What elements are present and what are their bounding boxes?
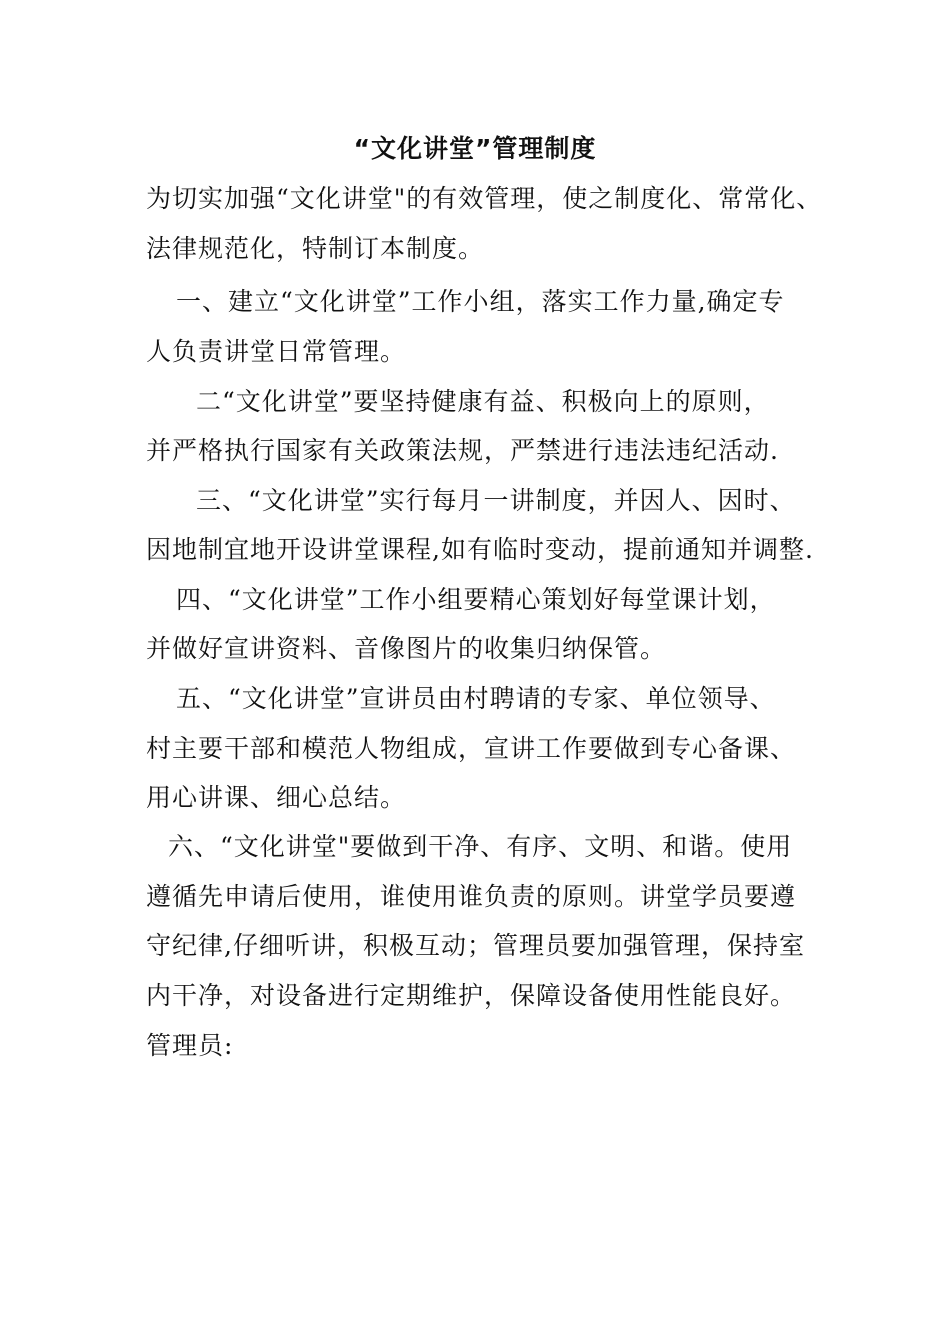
clause-6-line-1: 六、“文化讲堂"要做到干净、有序、文明、和谐。使用 <box>168 832 793 861</box>
intro-line-2: 法律规范化，特制订本制度。 <box>146 234 485 263</box>
clause-4-line-2: 并做好宣讲资料、音像图片的收集归纳保管。 <box>146 634 667 663</box>
clause-6-line-4: 内干净，对设备进行定期维护，保障设备使用性能良好。 <box>146 981 797 1010</box>
clause-5-line-1: 五、“文化讲堂”宣讲员由村聘请的专家、单位领导、 <box>176 684 776 713</box>
clause-6-line-2: 遵循先申请后使用，谁使用谁负责的原则。讲堂学员要遵 <box>146 882 797 911</box>
clause-6-line-3: 守纪律,仔细听讲，积极互动；管理员要加强管理，保持室 <box>146 931 805 960</box>
clause-3-line-1: 三、“文化讲堂”实行每月一讲制度，并因人、因时、 <box>196 486 796 515</box>
clause-2-line-2: 并严格执行国家有关政策法规，严禁进行违法违纪活动. <box>146 436 779 465</box>
clause-1-line-1: 一、建立“文化讲堂”工作小组，落实工作力量,确定专 <box>176 287 785 316</box>
clause-1-line-2: 人负责讲堂日常管理。 <box>146 337 407 366</box>
clause-5-line-2: 村主要干部和模范人物组成，宣讲工作要做到专心备课、 <box>146 734 797 763</box>
administrator-label: 管理员: <box>146 1031 234 1060</box>
clause-2-line-1: 二“文化讲堂”要坚持健康有益、积极向上的原则， <box>196 387 770 416</box>
document-title: “文化讲堂”管理制度 <box>353 134 597 163</box>
intro-line-1: 为切实加强“文化讲堂"的有效管理，使之制度化、常常化、 <box>146 184 823 213</box>
clause-3-line-2: 因地制宜地开设讲堂课程,如有临时变动，提前通知并调整. <box>146 535 814 564</box>
clause-4-line-1: 四、“文化讲堂”工作小组要精心策划好每堂课计划， <box>176 585 776 614</box>
clause-5-line-3: 用心讲课、细心总结。 <box>146 783 407 812</box>
